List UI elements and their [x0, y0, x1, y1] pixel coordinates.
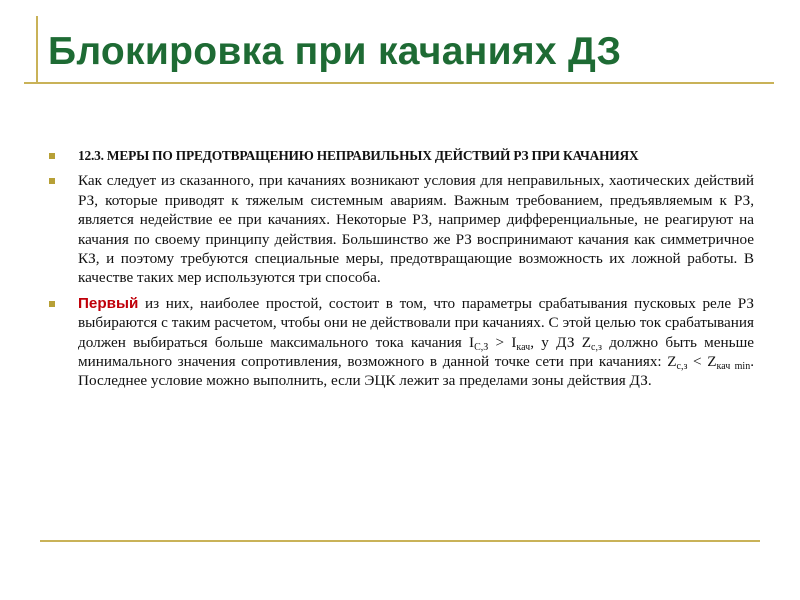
- section-heading: 12.3. МЕРЫ ПО ПРЕДОТВРАЩЕНИЮ НЕПРАВИЛЬНЫХ ДЕЙСТВИЙ РЗ ПРИ КАЧАНИЯХ: [78, 148, 639, 163]
- footer-divider-line: [40, 540, 760, 542]
- square-bullet-icon: [49, 153, 55, 159]
- subscript-4: с,з: [676, 361, 688, 373]
- first-method-text-4: должно быть меньше минимального значения сопротивления, возможного в данной точке сети при качаниях: Z: [78, 333, 755, 371]
- first-method-text-6: . Последнее условие можно выполнить, если ЭЦК лежит за пределами зоны действия ДЗ.: [78, 353, 754, 390]
- first-method-label: Первый: [78, 294, 139, 312]
- subscript-3: с,з: [591, 341, 602, 353]
- subscript-5: кач min: [716, 361, 751, 373]
- subscript-1: С,З: [474, 341, 489, 353]
- subscript-2: кач: [516, 341, 531, 353]
- first-method-text-5: < Z: [687, 353, 717, 371]
- bullet-item-heading: [48, 146, 754, 165]
- slide-title: Блокировка при качаниях ДЗ: [48, 30, 622, 73]
- bullet-list: [48, 146, 754, 397]
- bullet-item-intro: [48, 171, 754, 287]
- accent-vertical-line: [36, 16, 38, 82]
- first-method-text-2: > I: [488, 333, 517, 351]
- first-method-text-3: , у ДЗ Z: [530, 333, 592, 351]
- title-divider-line: [24, 82, 774, 84]
- square-bullet-icon: [49, 178, 55, 184]
- square-bullet-icon: [49, 301, 55, 307]
- intro-paragraph: Как следует из сказанного, при качаниях возникают условия для неправильных, хаотических действий РЗ, которые приводят к тяжелым системным авариям. Важным требованием, предъявляемым к РЗ, является недействие ее при качаниях. Некоторые РЗ, например дифференциальные, не реагируют на качания по своему принципу действия. Большинство же РЗ воспринимают качания как симметричное КЗ, и поэтому требуются специальные меры, предотвращающие возможность их ложной работы. В качестве таких мер используются три способа.: [78, 172, 754, 287]
- bullet-item-first-method: [48, 294, 754, 391]
- first-method-text-1: из них, наиболее простой, состоит в том, что параметры срабатывания пусковых реле РЗ выбираются с таким расчетом, чтобы они не действовали при качаниях. С этой целью ток срабатывания должен выбираться больше максимального тока качания I: [78, 294, 754, 351]
